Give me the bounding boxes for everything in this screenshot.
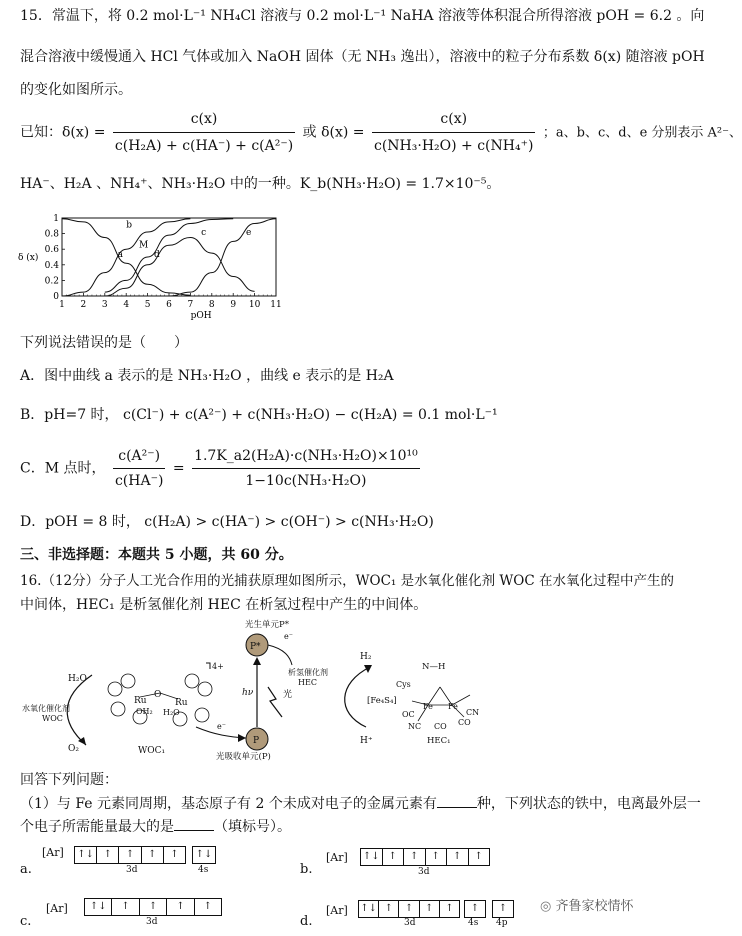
watermark xyxy=(540,895,634,914)
y-tick-label: 0.4 xyxy=(44,260,59,271)
sub1-part1: （1）与 Fe 元素同周期，基态原子有 2 个未成对电子的金属元素有 xyxy=(20,796,437,812)
ru-label-1: Ru xyxy=(134,696,147,706)
optc-right-den: 1−10c(NH₃·H₂O) xyxy=(192,468,420,491)
q15-line1: 15．常温下，将 0.2 mol·L⁻¹ NH₄Cl 溶液与 0.2 mol·L⁻¹ NaHA 溶液等体积混合所得溶液 pOH = 6.2 。向 xyxy=(20,8,705,24)
orbital-cell: ↑↓ xyxy=(85,899,112,915)
q15-option-a: A．图中曲线 a 表示的是 NH₃·H₂O ，曲线 e 表示的是 H₂A xyxy=(20,368,394,384)
woc-label-2: WOC xyxy=(42,714,63,723)
q16-sub1-line2 xyxy=(20,816,291,837)
e-minus-top: e⁻ xyxy=(284,632,293,641)
fe4s4-label: [Fe₄S₄] xyxy=(367,696,397,706)
woc1-complex xyxy=(108,674,212,726)
y-tick-label: 0.6 xyxy=(44,245,59,256)
frac2-numerator: c(x) xyxy=(440,111,468,127)
option-c-3d-label: 3d xyxy=(146,917,158,927)
x-axis-label: pOH xyxy=(190,311,212,321)
optc-left-fraction xyxy=(113,446,165,491)
orbital-cell: ↑ xyxy=(379,901,399,917)
cys-label: Cys xyxy=(396,680,411,689)
option-d-3d-boxes xyxy=(358,900,460,918)
option-d-4s-label: 4s xyxy=(468,918,479,928)
option-a-4s-label: 4s xyxy=(198,865,209,875)
option-b-ar: [Ar] xyxy=(326,851,348,864)
q15-stem: 下列说法错误的是（ ） xyxy=(20,335,188,351)
curve-e xyxy=(169,219,276,296)
orbital-cell: ↑↓ xyxy=(195,849,213,860)
option-d-4p-label: 4p xyxy=(496,918,508,928)
hplus-label: H⁺ xyxy=(360,736,373,746)
delta-fraction-base xyxy=(372,108,535,157)
option-a-ar: [Ar] xyxy=(42,846,64,859)
orbital-cell: ↑ xyxy=(474,851,483,862)
watermark-text: 齐鲁家校情怀 xyxy=(555,899,634,914)
option-a-label: a. xyxy=(20,862,32,877)
option-a-3d-label: 3d xyxy=(126,865,138,875)
e-minus-bottom: e⁻ xyxy=(217,722,226,731)
option-c-3d-boxes xyxy=(84,898,222,916)
x-tick-label: 2 xyxy=(80,300,87,310)
p-label: P xyxy=(253,736,260,746)
y-tick-label: 1 xyxy=(53,214,59,224)
y-tick-label: 0.8 xyxy=(44,229,59,240)
option-b-label: b. xyxy=(300,862,313,877)
nc-label: NC xyxy=(408,722,422,731)
option-a-4s-box xyxy=(192,846,216,864)
q15-option-b: B．pH=7 时， c(Cl⁻) + c(A²⁻) + c(NH₃·H₂O) − c(H₂A) = 0.1 mol·L⁻¹ xyxy=(20,407,498,423)
co-label-2: CO xyxy=(434,722,447,731)
optc-right-num: 1.7K_a2(H₂A)·c(NH₃·H₂O)×10¹⁰ xyxy=(194,448,418,464)
photo-unit-label: 光生单元P* xyxy=(245,620,289,630)
sub1-line2-part1: 个电子所需能量最大的是 xyxy=(20,819,174,835)
orbital-cell: ↑ xyxy=(97,847,119,863)
orbital-cell: ↑ xyxy=(445,903,454,914)
h2-label: H₂ xyxy=(360,652,372,662)
section-heading: 三、非选择题：本题共 5 小题，共 60 分。 xyxy=(20,547,293,563)
q15-option-d: D．pOH = 8 时， c(H₂A) > c(HA⁻) > c(OH⁻) > c(NH₃·H₂O) xyxy=(20,514,434,530)
answer-blank-2[interactable] xyxy=(174,816,214,831)
orbital-cell: ↑ xyxy=(383,849,405,865)
frac2-denominator: c(NH₃·H₂O) + c(NH₄⁺) xyxy=(372,132,535,157)
orbital-cell: ↑ xyxy=(142,847,164,863)
distribution-chart xyxy=(18,212,288,320)
q15-option-c xyxy=(20,446,423,491)
curve-c xyxy=(105,238,255,297)
option-a-3d-boxes xyxy=(74,846,186,864)
x-tick-label: 3 xyxy=(101,300,108,310)
h2o-ligand-label: H₂O xyxy=(163,708,180,717)
q15-line3: 的变化如图所示。 xyxy=(20,82,132,98)
light-label: 光 xyxy=(283,690,293,700)
y-tick-label: 0 xyxy=(53,292,59,302)
or-text: 或 δ(x) = xyxy=(302,124,365,141)
curve-label-c: c xyxy=(201,228,207,239)
orbital-cell: ↑ xyxy=(470,903,480,914)
orbital-cell: ↑ xyxy=(170,849,179,860)
woc-label-1: 水氧化催化剂 xyxy=(22,704,70,713)
curve-d xyxy=(105,219,233,292)
option-d-4p-box xyxy=(492,900,514,918)
q15-known-formula xyxy=(20,108,742,157)
orbital-cell: ↑ xyxy=(426,849,448,865)
optc-left-den: c(HA⁻) xyxy=(113,468,165,491)
orbital-cell: ↑ xyxy=(399,901,419,917)
option-d-ar: [Ar] xyxy=(326,904,348,917)
known-suffix: ；a、b、c、d、e 分别表示 A²⁻、 xyxy=(542,125,742,141)
q15-line2: 混合溶液中缓慢通入 HCl 气体或加入 NaOH 固体（无 NH₃ 逸出），溶液中的粒子分布系数 δ(x) 随溶液 pOH xyxy=(20,49,705,65)
orbital-cell: ↑ xyxy=(167,899,194,915)
x-tick-label: 4 xyxy=(123,300,130,310)
option-d-4s-box xyxy=(464,900,486,918)
x-tick-label: 5 xyxy=(144,300,151,310)
curve-label-b: b xyxy=(126,220,132,231)
optc-left-num: c(A²⁻) xyxy=(118,448,161,464)
q16-sub1-line1 xyxy=(20,793,701,814)
fe-label-1: Fe xyxy=(423,702,433,711)
option-b-3d-boxes xyxy=(360,848,490,866)
lightning-icon xyxy=(268,687,282,717)
cn-label: CN xyxy=(466,708,480,717)
orbital-cell: ↑↓ xyxy=(359,901,379,917)
x-tick-label: 7 xyxy=(187,300,194,310)
frac1-numerator: c(x) xyxy=(190,111,218,127)
fe-label-2: Fe xyxy=(448,702,458,711)
orbital-cell: ↑ xyxy=(447,849,469,865)
orbital-cell: ↑ xyxy=(498,903,508,914)
x-tick-label: 1 xyxy=(59,300,65,310)
y-axis-label: δ (x) xyxy=(18,253,39,263)
hec1-skeleton xyxy=(412,687,470,721)
q15-line5: HA⁻、H₂A 、NH₄⁺、NH₃·H₂O 中的一种。K_b(NH₃·H₂O) = 1.7×10⁻⁵。 xyxy=(20,176,501,192)
photosynthesis-diagram xyxy=(20,617,670,765)
optc-equals: = xyxy=(172,460,185,477)
orbital-cell: ↑ xyxy=(404,849,426,865)
x-tick-label: 8 xyxy=(208,300,215,310)
sub1-part2: 种，下列状态的铁中，电离最外层一 xyxy=(476,796,701,812)
frac1-denominator: c(H₂A) + c(HA⁻) + c(A²⁻) xyxy=(113,132,295,157)
optc-right-fraction xyxy=(192,446,420,491)
p-star-label: P* xyxy=(250,642,261,652)
orbital-cell: ↑ xyxy=(420,901,440,917)
co-label-1: CO xyxy=(458,718,471,727)
h2o-label: H₂O xyxy=(68,674,87,684)
option-d-3d-label: 3d xyxy=(404,918,416,928)
hec-label-2: HEC xyxy=(298,678,317,687)
q16-line1: 16.（12分）分子人工光合作用的光捕获原理如图所示，WOC₁ 是水氧化催化剂 WOC 在水氧化过程中产生的 xyxy=(20,573,674,589)
orbital-cell: ↑↓ xyxy=(361,849,383,865)
oxygen-bridge: O xyxy=(154,690,162,700)
nh-label: N—H xyxy=(422,662,446,672)
oh2-label: OH₂ xyxy=(136,707,153,716)
optc-prefix: C．M 点时， xyxy=(20,460,106,477)
q16-line2: 中间体，HEC₁ 是析氢催化剂 HEC 在析氢过程中产生的中间体。 xyxy=(20,597,428,613)
option-b-3d-label: 3d xyxy=(418,867,430,877)
hec-label-1: 析氢催化剂 xyxy=(288,668,328,677)
x-tick-label: 10 xyxy=(248,300,261,310)
delta-fraction-acid xyxy=(113,108,295,157)
known-prefix: 已知：δ(x) = xyxy=(20,124,106,141)
x-tick-label: 11 xyxy=(270,300,282,310)
x-tick-label: 9 xyxy=(230,300,237,310)
orbital-cell: ↑ xyxy=(203,901,213,912)
hv-label: hν xyxy=(242,688,254,698)
orbital-cell: ↑↓ xyxy=(75,847,97,863)
curve-label-M: M xyxy=(139,240,149,251)
o2-label: O₂ xyxy=(68,744,79,754)
charge-label: 4+ xyxy=(212,662,224,671)
sub1-line2-part2: （填标号）。 xyxy=(214,819,291,835)
ru-label-2: Ru xyxy=(175,698,188,708)
wechat-icon: ◎ xyxy=(540,899,552,914)
orbital-cell: ↑ xyxy=(112,899,139,915)
woc-cycle-arrow xyxy=(67,675,92,745)
orbital-cell: ↑ xyxy=(119,847,141,863)
oc-label: OC xyxy=(402,710,415,719)
answer-blank-1[interactable] xyxy=(437,793,477,808)
hec1-label: HEC₁ xyxy=(427,736,451,746)
absorb-unit-label: 光吸收单元(P) xyxy=(216,752,271,762)
curve-label-d: d xyxy=(154,250,160,260)
curve-label-a: a xyxy=(117,250,124,260)
orbital-cell: ↑ xyxy=(140,899,167,915)
option-d-label: d. xyxy=(300,914,313,929)
curve-label-e: e xyxy=(246,228,252,239)
woc1-label: WOC₁ xyxy=(138,746,166,756)
option-c-label: c. xyxy=(20,914,32,929)
y-tick-label: 0.2 xyxy=(44,276,59,287)
x-tick-label: 6 xyxy=(166,300,172,310)
q16-answer-prompt: 回答下列问题： xyxy=(20,772,118,788)
option-c-ar: [Ar] xyxy=(46,902,68,915)
